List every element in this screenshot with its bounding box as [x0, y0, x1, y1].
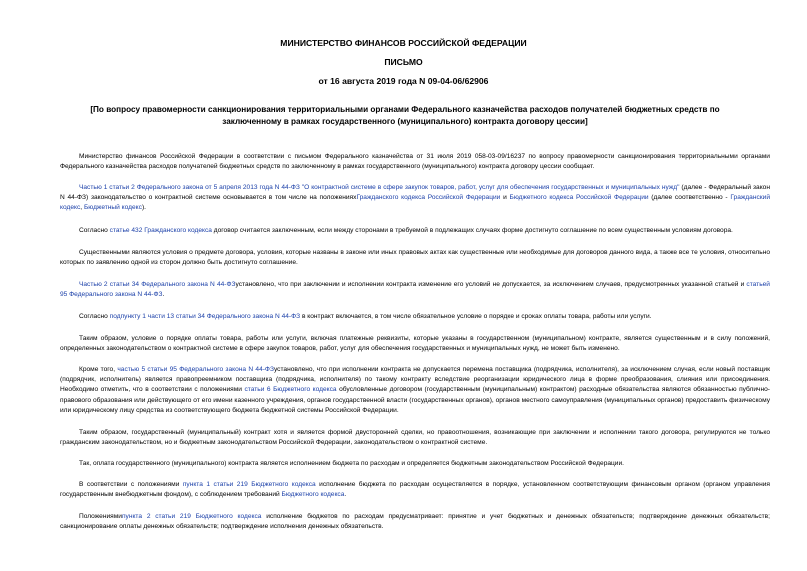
- date-number-heading: от 16 августа 2019 года N 09-04-06/62906: [318, 76, 489, 86]
- paragraph-11: В соответствии с положениями пункта 1 статьи 219 Бюджетного кодекса исполнение бюджета по расходам осуществляется в порядке, установленном соответствующим финансовым органом (органом управления государственным внебюджетным фондом), с соблюдением требований Бюджетного кодекса.: [60, 481, 770, 499]
- link-44fz-art34-p2[interactable]: Частью 2 статьи 34 Федерального закона N 44-ФЗ: [79, 281, 236, 288]
- link-44fz-art34-p13[interactable]: подпункту 1 части 13 статьи 34 Федерального закона N 44-ФЗ: [109, 313, 301, 320]
- link-civil-code-art432[interactable]: статье 432 Гражданского кодекса: [109, 227, 212, 234]
- link-budget-code-general[interactable]: Бюджетного кодекса: [281, 491, 345, 499]
- ministry-heading: МИНИСТЕРСТВО ФИНАНСОВ РОССИЙСКОЙ ФЕДЕРАЦИИ: [280, 38, 527, 48]
- document-type-heading: ПИСЬМО: [384, 57, 423, 67]
- paragraph-6: Согласно подпункту 1 части 13 статьи 34 Федерального закона N 44-ФЗ в контракт включается, в том числе обязательное условие о порядке и сроках оплаты товара, работы или услуги.: [79, 313, 652, 320]
- paragraph-1: Министерство финансов Российской Федерации в соответствии с письмом Федерального казначейства от 31 июля 2019 058-03-09/16237 по вопросу правомерности санкционирования территориальными органами Федерального казначейства расходов получателей бюджетных средств по заключенному в рамках государственного (муниципального) контракта договору цессии сообщает.: [60, 153, 770, 171]
- link-44fz-art95[interactable]: статьей 95 Федерального закона N 44-ФЗ: [60, 281, 770, 299]
- link-44fz-art95-p5[interactable]: частью 5 статьи 95 Федерального закона N 44-ФЗ: [117, 366, 274, 373]
- paragraph-7: Таким образом, условие о порядке оплаты товара, работы или услуги, включая платежные реквизиты, которые указаны в государственном (муниципальном) контракте, является существенным и в силу положений, определенных законодательством о контрактной системе в сфере закупок товаров, работ, услуг для обеспечения государственных и муниципальных нужд, не может быть изменено.: [60, 335, 770, 353]
- link-civil-code-short[interactable]: Гражданский кодекс: [60, 194, 771, 212]
- paragraph-2: Частью 1 статьи 2 Федерального закона от 5 апреля 2013 года N 44-ФЗ "О контрактной системе в сфере закупок товаров, работ, услуг для обеспечения государственных и муниципальных нужд" (далее - Федеральный закон N 44-ФЗ) законодательство о контрактной системе основывается в том числе на положенияхГражданского кодекса Российской Федерации и Бюджетного кодекса Российской Федерации (далее соответственно - Гражданский кодекс, Бюджетный кодекс).: [60, 184, 771, 212]
- paragraph-3: Согласно статье 432 Гражданского кодекса договор считается заключенным, если между сторонами в требуемой в подлежащих случаях форме достигнуто соглашение по всем существенным условиям договора.: [79, 227, 733, 234]
- paragraph-8: Кроме того, частью 5 статьи 95 Федерального закона N 44-ФЗустановлено, что при исполнении контракта не допускается перемена поставщика (подрядчика, исполнителя), за исключением случая, если новый поставщик (подрядчик, исполнитель) является правопреемником поставщика (подрядчика, исполнителя) по такому контракту вследствие реорганизации юридического лица в форме преобразования, слияния или присоединения. Необходимо отметить, что в соответствии с положениями статьи 6 Бюджетного кодекса обусловленные договором (государственным (муниципальным) контрактом) расходные обязательства являются обязанностью публично-правового образования или действующего от его имени казенного учреждения, органов государственной власти (государственных органов), органов местного самоуправления (муниципальных органов) предоставить физическому или юридическому лицу средства из соответствующего бюджета бюджетной системы Российской Федерации.: [60, 366, 771, 414]
- paragraph-4: Существенными являются условия о предмете договора, условия, которые названы в законе или иных правовых актах как существенные или необходимые для договоров данного вида, а также все те условия, относительно которых по заявлению одной из сторон должно быть достигнуто соглашение.: [60, 249, 770, 267]
- link-44fz-art2[interactable]: Частью 1 статьи 2 Федерального закона от 5 апреля 2013 года N 44-ФЗ "О контрактной системе в сфере закупок товаров, работ, услуг для обеспечения государственных и муниципальных нужд": [79, 184, 680, 191]
- paragraph-10: Так, оплата государственного (муниципального) контракта является исполнением бюджета по расходам и определяется бюджетным законодательством Российской Федерации.: [79, 460, 625, 467]
- link-budget-code-short[interactable]: Бюджетный кодекс: [83, 204, 142, 212]
- link-budget-code-art219-p1[interactable]: пункта 1 статьи 219 Бюджетного кодекса: [182, 481, 316, 488]
- link-budget-code-art6[interactable]: статьи 6 Бюджетного кодекса: [244, 386, 337, 394]
- link-budget-code-art219-p2[interactable]: пункта 2 статьи 219 Бюджетного кодекса: [121, 513, 262, 520]
- paragraph-5: Частью 2 статьи 34 Федерального закона N 44-ФЗустановлено, что при заключении и исполнении контракта изменение его условий не допускается, за исключением случаев, предусмотренных указанной статьей и статьей 95 Федерального закона N 44-ФЗ.: [60, 281, 770, 299]
- link-civil-code[interactable]: Гражданского кодекса Российской Федерации: [356, 194, 501, 202]
- paragraph-12: Положениямипункта 2 статьи 219 Бюджетного кодекса исполнение бюджетов по расходам предусматривает: принятие и учет бюджетных и денежных обязательств; подтверждение денежных обязательств; санкционирование оплаты денежных обязательств; подтверждение исполнения денежных обязательств.: [60, 513, 770, 531]
- paragraph-9: Таким образом, государственный (муниципальный) контракт хотя и является формой двусторонней сделки, но правоотношения, возникающие при заключении и исполнении такого договора, регулируются не только гражданским законодательством, но и бюджетным законодательством Российской Федерации, законодательством о контрактной системе.: [60, 429, 770, 447]
- link-budget-code[interactable]: Бюджетного кодекса Российской Федерации: [509, 194, 649, 202]
- letter-subject: [По вопросу правомерности санкционирования территориальными органами Федерального казначейства расходов получателей бюджетных средств по заключенному в рамках государственного (муниципального) контракта договору цессии]: [90, 105, 720, 126]
